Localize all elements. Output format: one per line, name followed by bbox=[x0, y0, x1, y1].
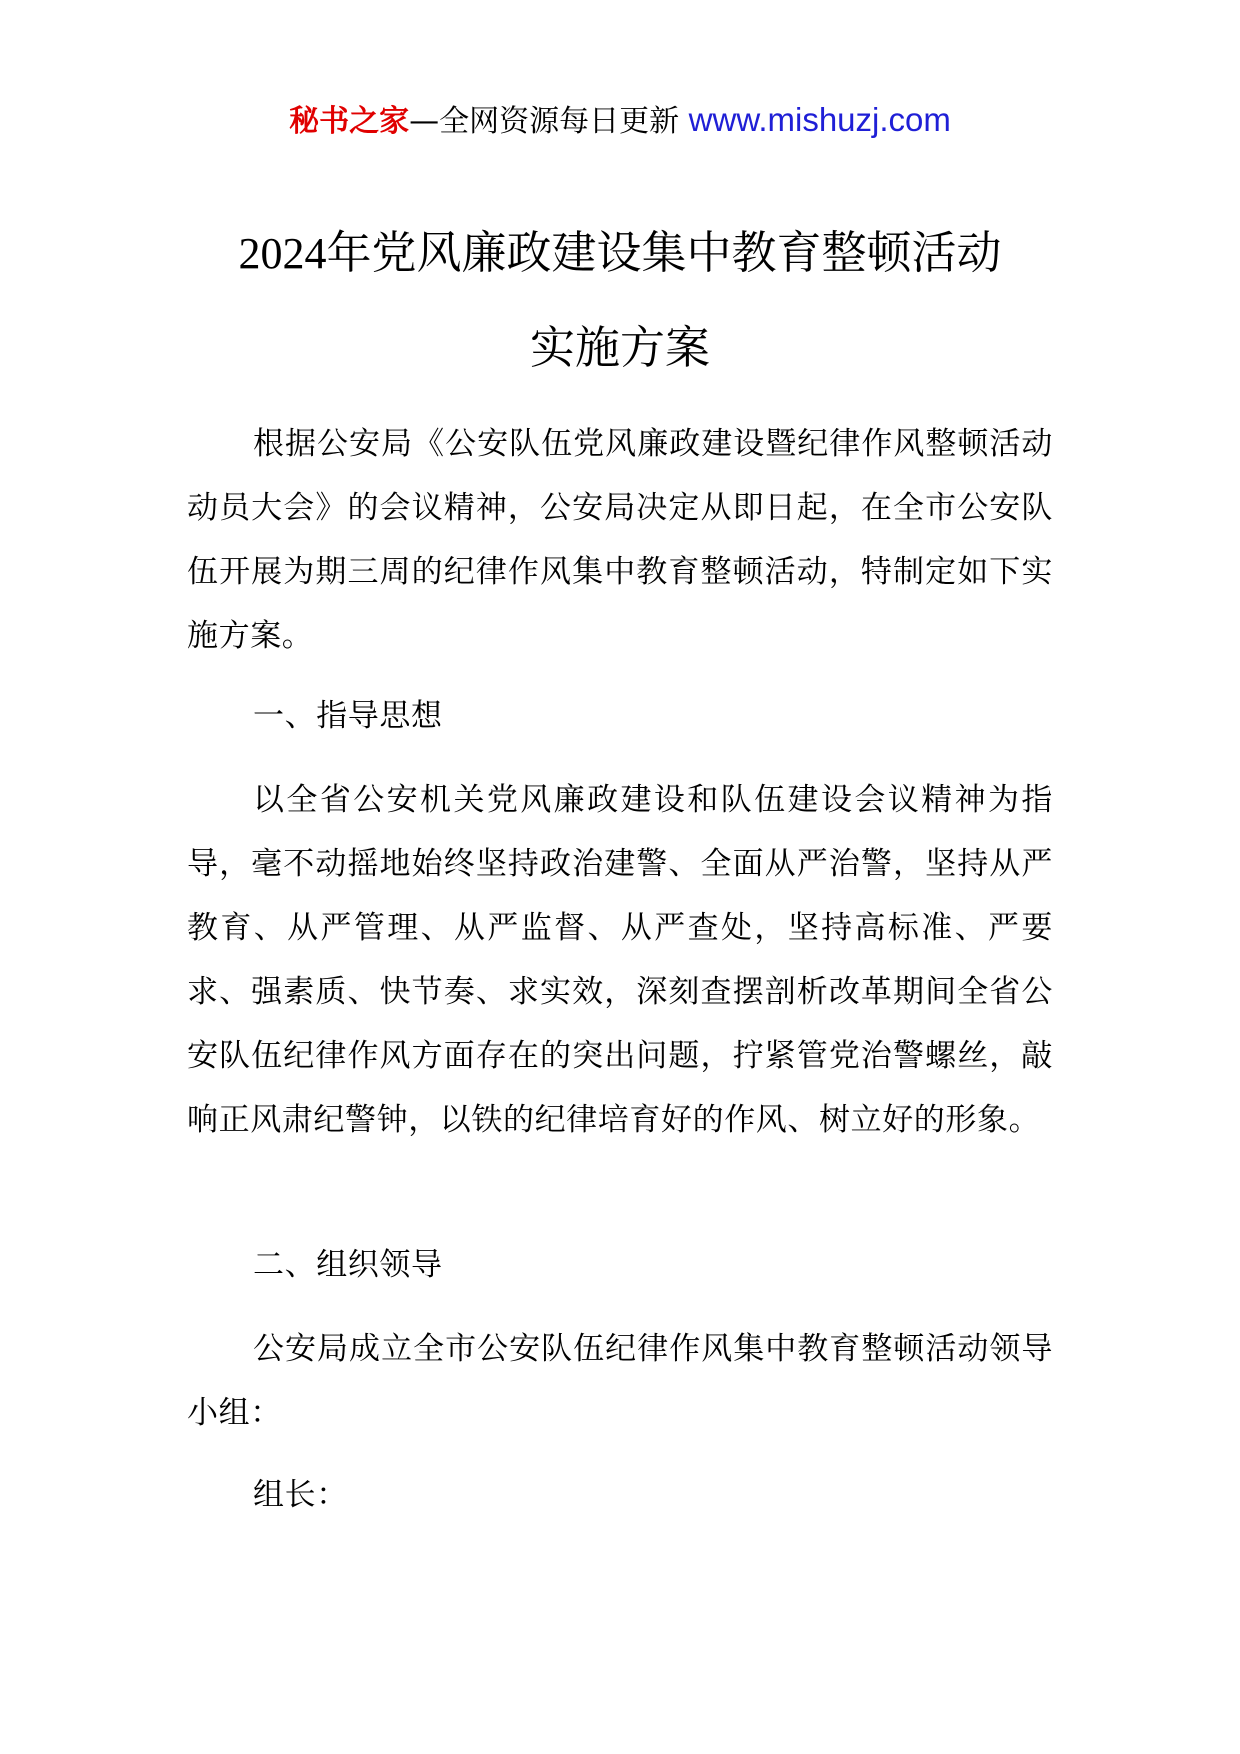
title-line1-text: 年党风廉政建设集中教育整顿活动 bbox=[326, 226, 1002, 279]
guiding-ideology-paragraph: 以全省公安机关党风廉政建设和队伍建设会议精神为指导，毫不动摇地始终坚持政治建警、全面从严治警，坚持从严教育、从严管理、从严监督、从严查处，坚持高标准、严要求、强素质、快节奏、求实效，深刻查摆剖析改革期间全省公安队伍纪律作风方面存在的突出问题，拧紧管党治警螺丝，敲响正风肃纪警钟，以铁的纪律培育好的作风、树立好的形象。 bbox=[187, 782, 1053, 1138]
team-leader-label: 组长： bbox=[253, 1477, 348, 1513]
organization-paragraph: 公安局成立全市公安队伍纪律作风集中教育整顿活动领导小组： bbox=[187, 1331, 1053, 1431]
intro-paragraph: 根据公安局《公安队伍党风廉政建设暨纪律作风整顿活动动员大会》的会议精神，公安局决定从即日起，在全市公安队伍开展为期三周的纪律作风集中教育整顿活动，特制定如下实施方案。 bbox=[187, 426, 1053, 654]
title-year: 2024 bbox=[238, 229, 327, 278]
document-title-line-1 bbox=[0, 223, 1240, 284]
brand-name: 秘书之家 bbox=[289, 104, 410, 139]
section-heading-guiding-ideology: 一、指导思想 bbox=[253, 698, 443, 734]
section-heading-organization: 二、组织领导 bbox=[253, 1247, 443, 1283]
site-url-link[interactable]: www.mishuzj.com bbox=[688, 101, 951, 138]
header-tagline: —全网资源每日更新 bbox=[409, 104, 680, 139]
document-title-line-2: 实施方案 bbox=[529, 321, 710, 374]
site-header bbox=[0, 100, 1240, 142]
